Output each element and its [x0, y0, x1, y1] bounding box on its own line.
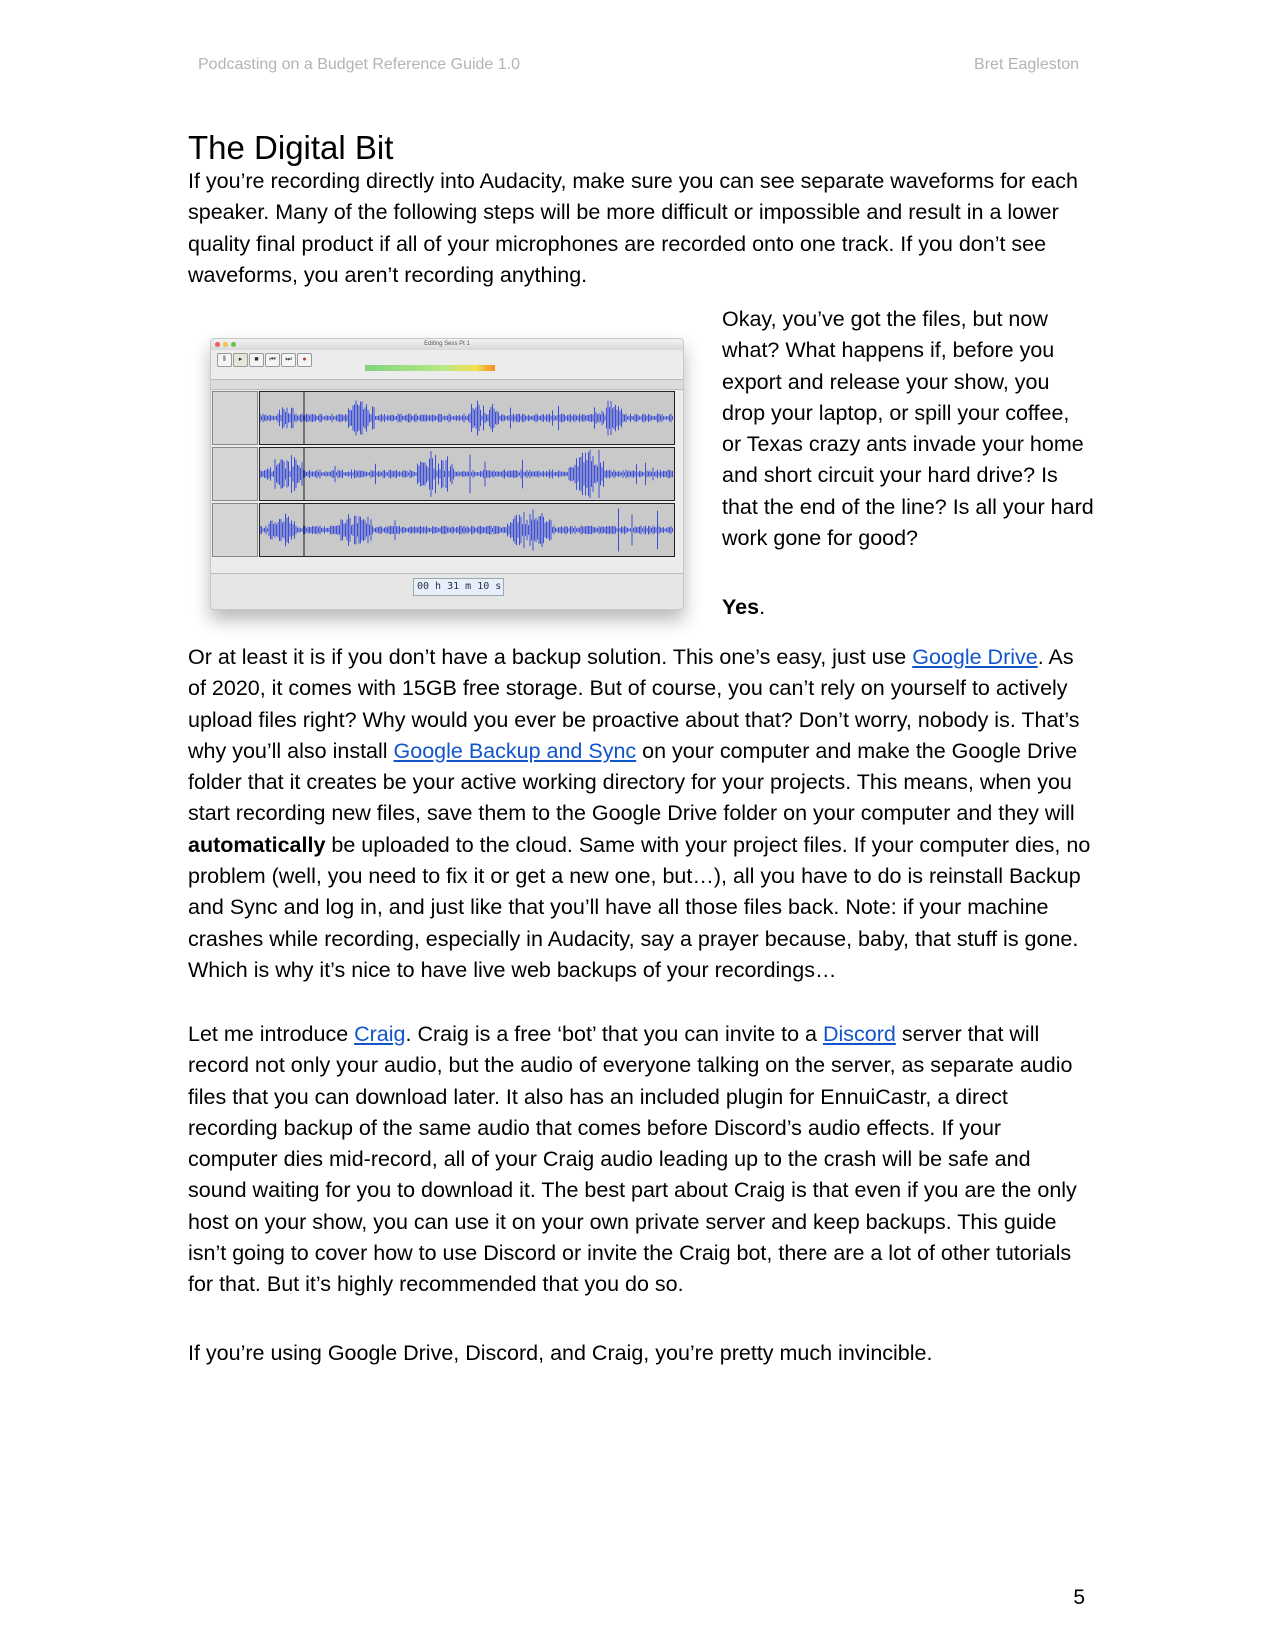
header-doc-title: Podcasting on a Budget Reference Guide 1.0: [198, 56, 520, 73]
waveform-2: [259, 447, 675, 501]
text-run: server that will record not only your audio, but the audio of everyone talking on the server, as separate audio files that you can download later. It also has an included plugin for EnnuiCastr, a direct recording backup of the same audio that comes before Discord’s audio effects. If your computer dies mid-record, all of your Craig audio leading up to the crash will be safe and sound waiting for you to download it. The best part about Craig is that even if you are the only host on your show, you can use it on your own private server and keep backups. This guide isn’t going to cover how to use Discord or invite the Craig bot, there are a lot of other tutorials for that. But it’s highly recommended that you do so.: [188, 1022, 1077, 1297]
side-paragraph: Okay, you’ve got the files, but now what? What happens if, before you export and release your show, you drop your laptop, or spill your coffee, or Texas crazy ants invade your home and short circuit your hard drive? Is that the end of the line? Is all your hard work gone for good?: [722, 307, 1094, 551]
waveform-3: [259, 503, 675, 557]
discord-link[interactable]: Discord: [823, 1022, 896, 1046]
text-run: Let me introduce: [188, 1022, 355, 1046]
timeline-ruler: [211, 379, 683, 390]
screenshot-titlebar: [211, 339, 683, 350]
section-title: The Digital Bit: [188, 129, 394, 166]
side-answer: [722, 592, 1094, 623]
text-run: . Craig is a free ‘bot’ that you can invite to a: [405, 1022, 823, 1046]
automatically-bold: automatically: [188, 832, 326, 857]
track-control-panel: [212, 447, 258, 501]
waveform-path: [260, 509, 673, 552]
record-icon: ●: [297, 353, 312, 367]
text-run: on your computer and make the Google Drive folder that it creates be your active working directory for your projects. This means, when you start recording new files, save them to the Google Drive folder on your computer and they will: [188, 738, 1078, 826]
audacity-screenshot: [210, 338, 684, 610]
selection-toolbar: [211, 573, 683, 610]
answer-period: .: [759, 595, 766, 619]
skip-end-icon: ⏭: [281, 353, 296, 367]
track-control-panel: [212, 391, 258, 445]
header-author: Bret Eagleston: [974, 56, 1079, 73]
text-run: . As of 2020, it comes with 15GB free storage. But of course, you can’t rely on yourself to actively upload files right? Why would you ever be proactive about that? Don’t worry, nobody is. That’s why you’ll also install: [188, 645, 1080, 763]
answer-bold: Yes: [722, 595, 760, 619]
closing-paragraph: If you’re using Google Drive, Discord, and Craig, you’re pretty much invincible.: [188, 1341, 933, 1365]
intro-paragraph: If you’re recording directly into Audacity, make sure you can see separate waveforms for each speaker. Many of the following steps will be more difficult or impossible and result in a lower quality final product if all of your microphones are recorded onto one track. If you don’t see waveforms, you aren’t recording anything.: [188, 169, 1078, 287]
play-icon: ▸: [233, 353, 248, 367]
google-backup-sync-link[interactable]: Google Backup and Sync: [393, 738, 637, 763]
audio-track-1: [211, 391, 677, 445]
time-display: 00 h 31 m 10 s: [413, 578, 504, 596]
screenshot-toolbar: [215, 351, 679, 377]
waveform-path: [260, 450, 673, 498]
close-dot-icon: [215, 342, 220, 347]
craig-link[interactable]: Craig: [354, 1022, 406, 1046]
craig-paragraph: [188, 1019, 1093, 1301]
audio-track-3: [211, 503, 677, 557]
backup-paragraph: [188, 642, 1093, 986]
audio-track-2: [211, 447, 677, 501]
stop-icon: ■: [249, 353, 264, 367]
google-drive-link[interactable]: Google Drive: [912, 645, 1038, 669]
waveform-1: [259, 391, 675, 445]
screenshot-window-title: Editing Sess Pt 1: [424, 341, 470, 347]
track-control-panel: [212, 503, 258, 557]
text-run: Or at least it is if you don’t have a backup solution. This one’s easy, just use: [188, 645, 913, 669]
text-run: be uploaded to the cloud. Same with your project files. If your computer dies, no problem (well, you need to fix it or get a new one, but…), all you have to do is reinstall Backup and Sync and log in, and just like that you’ll have all those files back. Note: if your machine crashes while recording, especially in Audacity, say a prayer because, baby, that stuff is gone. Which is why it’s nice to have live web backups of your recordings…: [188, 832, 1091, 982]
skip-start-icon: ⏮: [265, 353, 280, 367]
minimize-dot-icon: [223, 342, 228, 347]
waveform-path: [260, 401, 673, 436]
page-number: 5: [1073, 1586, 1085, 1609]
level-meter: [365, 365, 495, 371]
pause-icon: ‖: [217, 353, 232, 367]
zoom-dot-icon: [231, 342, 236, 347]
